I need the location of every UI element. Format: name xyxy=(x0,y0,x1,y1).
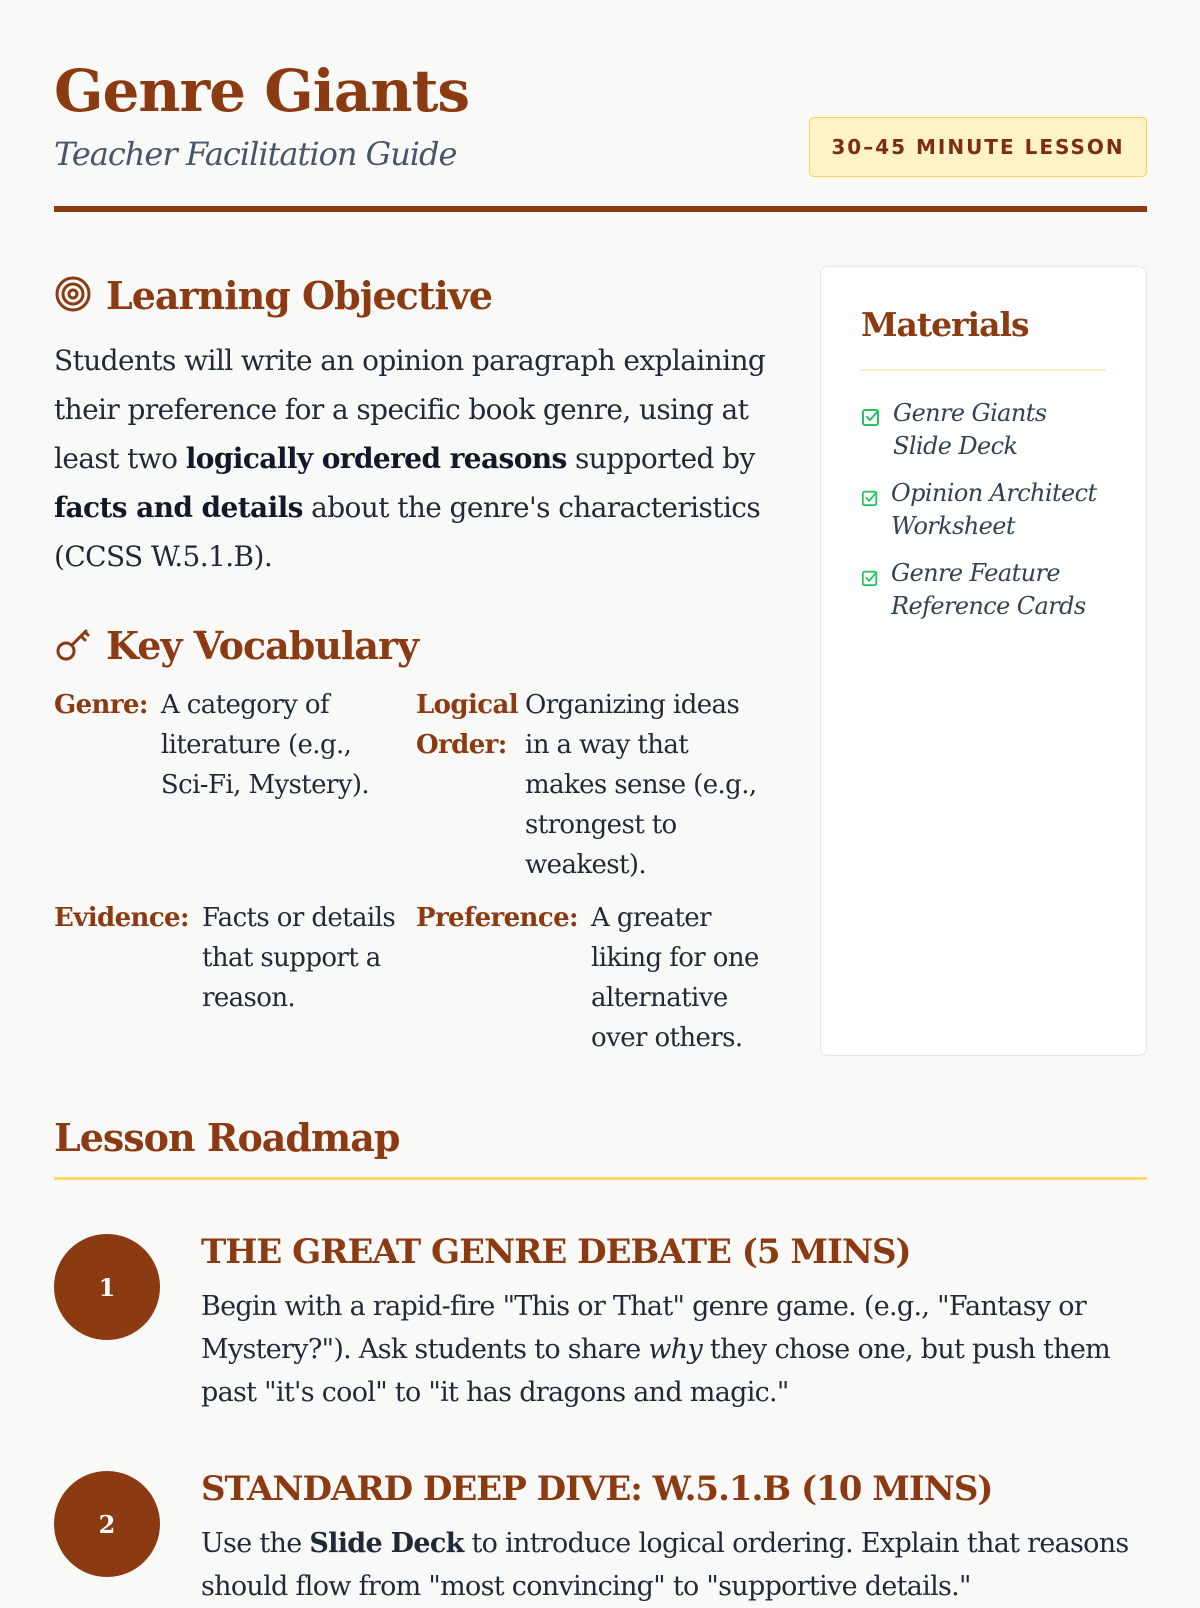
duration-badge: 30–45 MINUTE LESSON xyxy=(809,117,1147,177)
step-description: Begin with a rapid-fire "This or That" genre game. (e.g., "Fantasy or Mystery?"). Ask students to share why they chose one, but push them past "it's cool" to "it has dragons and magic." xyxy=(201,1291,1111,1408)
vocab-term: Genre: xyxy=(54,690,148,720)
objective-bold-reasons: logically ordered reasons xyxy=(185,442,567,475)
step-description: Use the Slide Deck to introduce logical ordering. Explain that reasons should flow from "most convincing" to "supportive details." xyxy=(201,1528,1129,1602)
vocab-term: Preference: xyxy=(416,903,579,933)
vocabulary-heading-label: Key Vocabulary xyxy=(106,623,419,668)
page-title: Genre Giants xyxy=(54,57,470,125)
header xyxy=(54,56,1147,216)
materials-card xyxy=(820,266,1147,1056)
objective-heading-label: Learning Objective xyxy=(106,273,493,318)
material-item xyxy=(861,557,1091,623)
checkbox-icon xyxy=(861,483,879,543)
vocab-term: Evidence: xyxy=(54,903,189,933)
vocab-item-logical-order xyxy=(416,685,764,885)
material-label: Genre Feature Reference Cards xyxy=(891,559,1086,620)
step-number-badge: 1 xyxy=(54,1234,160,1340)
vocab-definition: A category of literature (e.g., Sci-Fi, Mystery). xyxy=(160,690,370,800)
material-label: Genre Giants Slide Deck xyxy=(893,399,1047,460)
material-item xyxy=(861,397,1111,463)
page-subtitle: Teacher Facilitation Guide xyxy=(54,135,457,173)
vocab-definition: A greater liking for one alternative over others. xyxy=(591,903,759,1053)
materials-heading: Materials xyxy=(861,305,1029,344)
objective-heading xyxy=(54,272,492,324)
material-label: Opinion Architect Worksheet xyxy=(891,479,1097,540)
checkbox-icon xyxy=(861,403,881,463)
header-divider xyxy=(54,206,1147,212)
material-item xyxy=(861,477,1111,543)
vocab-item-evidence xyxy=(54,898,399,1018)
step-title: STANDARD DEEP DIVE: W.5.1.B (10 MINS) xyxy=(201,1469,993,1509)
vocab-item-preference xyxy=(416,898,764,1058)
step-emphasis: why xyxy=(648,1334,703,1365)
checkbox-icon xyxy=(861,563,879,623)
roadmap-heading: Lesson Roadmap xyxy=(54,1115,400,1160)
step-number-badge: 2 xyxy=(54,1471,160,1577)
materials-divider xyxy=(861,369,1106,371)
lesson-guide-page xyxy=(54,0,1147,1600)
objective-bold-facts: facts and details xyxy=(54,491,303,524)
vocab-definition: Organizing ideas in a way that makes sense (e.g., strongest to weakest). xyxy=(525,690,757,880)
vocab-item-genre xyxy=(54,685,399,805)
objective-text: Students will write an opinion paragraph explaining their preference for a specific book genre, using at least two logically ordered reasons supported by facts and details about the genre's characteristics (CCSS W.5.1.B). xyxy=(54,344,766,573)
key-icon xyxy=(54,625,92,674)
vocab-term: Logical Order: xyxy=(416,690,519,760)
vocab-definition: Facts or details that support a reason. xyxy=(202,903,396,1013)
step-title: THE GREAT GENRE DEBATE (5 MINS) xyxy=(201,1232,911,1272)
target-icon xyxy=(54,275,92,324)
vocabulary-heading xyxy=(54,622,418,674)
step-bold-slide-deck: Slide Deck xyxy=(309,1528,464,1559)
roadmap-divider xyxy=(54,1177,1147,1180)
